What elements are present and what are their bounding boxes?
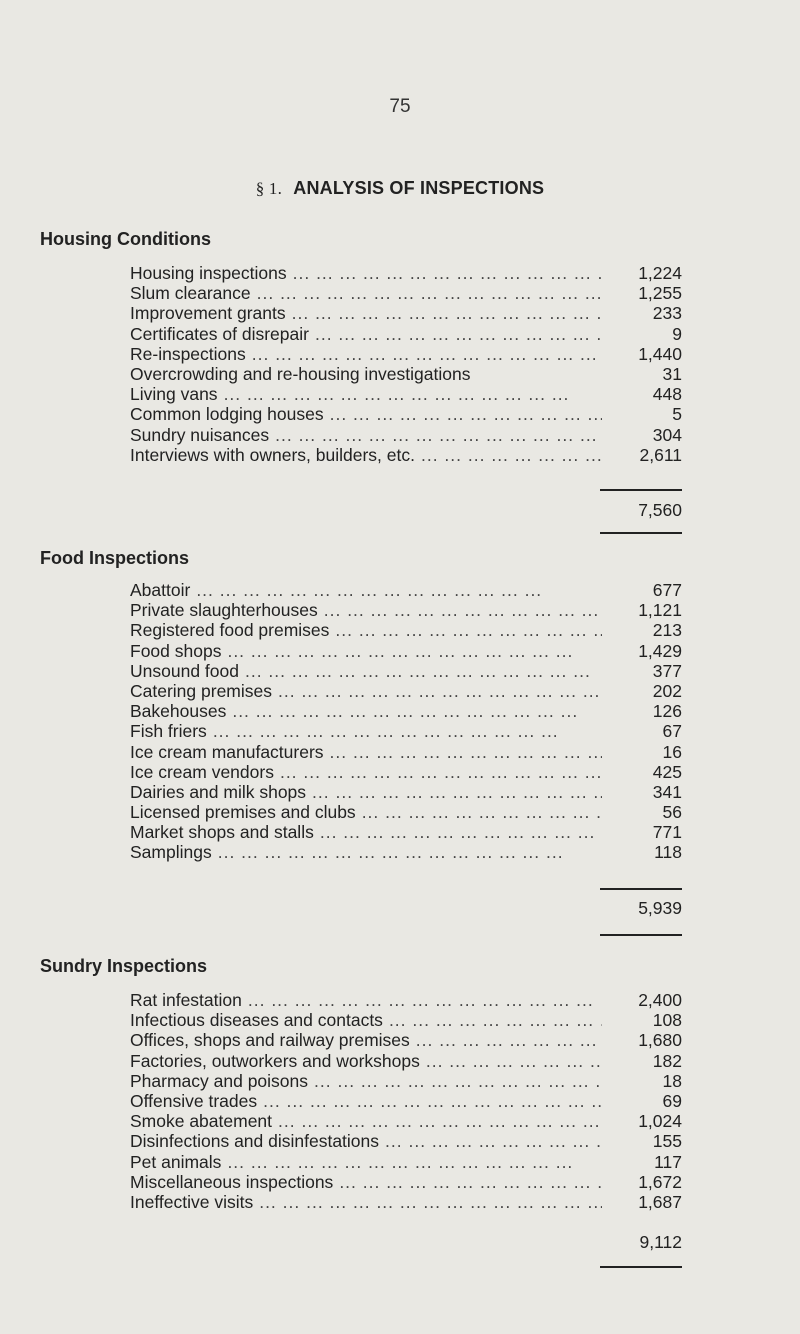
- item-label: Interviews with owners, builders, etc.: [130, 444, 415, 465]
- item-value: 108: [652, 1010, 682, 1031]
- list-item: [130, 425, 682, 445]
- item-value: 9: [672, 323, 682, 344]
- item-label: Bakehouses: [130, 701, 227, 722]
- item-value: 56: [662, 802, 682, 823]
- item-value: 1,687: [638, 1191, 682, 1212]
- section-heading-housing: Housing Conditions: [40, 229, 211, 249]
- section-heading-food: Food Inspections: [40, 548, 190, 568]
- item-value: 448: [652, 384, 682, 405]
- item-label: Ineffective visits: [130, 1191, 254, 1212]
- list-item: [130, 324, 682, 344]
- item-label: Pet animals: [130, 1151, 222, 1172]
- list-item: [130, 822, 682, 842]
- item-value: 182: [652, 1050, 682, 1071]
- section-total-food: 5,939: [638, 898, 682, 918]
- list-item: [130, 303, 682, 323]
- section-symbol: § 1.: [255, 179, 283, 198]
- food-list: [130, 580, 682, 863]
- item-value: 1,680: [638, 1030, 682, 1051]
- total-rule-top: [600, 888, 682, 890]
- item-label: Improvement grants: [130, 303, 286, 324]
- list-item: [130, 782, 682, 802]
- list-item: [130, 1131, 682, 1151]
- total-rule-bottom: [600, 532, 682, 534]
- total-rule-bottom: [600, 934, 682, 936]
- item-label: Unsound food: [130, 660, 239, 681]
- item-value: 1,224: [638, 263, 682, 283]
- item-label: Samplings: [130, 842, 212, 863]
- item-value: 126: [652, 701, 682, 722]
- item-label: Certificates of disrepair: [130, 323, 309, 344]
- item-value: 1,672: [638, 1171, 682, 1192]
- item-value: 771: [652, 822, 682, 843]
- item-label: Slum clearance: [130, 283, 251, 304]
- list-item: [130, 600, 682, 620]
- item-value: 2,400: [638, 990, 682, 1010]
- item-label: Offices, shops and railway premises: [130, 1030, 410, 1051]
- item-label: Rat infestation: [130, 990, 242, 1010]
- item-value: 233: [652, 303, 682, 324]
- item-label: Licensed premises and clubs: [130, 802, 356, 823]
- item-label: Private slaughterhouses: [130, 600, 318, 621]
- list-item: [130, 1051, 682, 1071]
- item-value: 16: [662, 741, 682, 762]
- list-item: [130, 384, 682, 404]
- section-total-housing: 7,560: [638, 500, 682, 520]
- item-value: 5: [672, 404, 682, 425]
- item-value: 118: [654, 842, 682, 863]
- item-label: Catering premises: [130, 680, 272, 701]
- list-item: [130, 701, 682, 721]
- list-item: [130, 1091, 682, 1111]
- item-label: Overcrowding and re-housing investigations: [130, 363, 471, 384]
- item-label: Dairies and milk shops: [130, 781, 307, 802]
- item-value: 1,255: [638, 283, 682, 304]
- item-value: 1,024: [638, 1111, 682, 1132]
- list-item: [130, 842, 682, 862]
- list-item: [130, 1010, 682, 1030]
- item-label: Common lodging houses: [130, 404, 324, 425]
- item-label: Abattoir: [130, 580, 191, 600]
- list-item: [130, 1192, 682, 1212]
- item-value: 425: [652, 761, 682, 782]
- housing-list: [130, 263, 682, 465]
- item-value: 117: [654, 1151, 682, 1172]
- item-label: Ice cream manufacturers: [130, 741, 324, 762]
- item-value: 304: [652, 424, 682, 445]
- item-label: Disinfections and disinfestations: [130, 1131, 380, 1152]
- item-value: 1,121: [638, 600, 682, 621]
- item-label: Infectious diseases and contacts: [130, 1010, 383, 1031]
- item-label: Pharmacy and poisons: [130, 1070, 309, 1091]
- list-item: [130, 263, 682, 283]
- item-label: Miscellaneous inspections: [130, 1171, 334, 1192]
- section-heading-sundry: Sundry Inspections: [40, 956, 208, 976]
- list-item: [130, 990, 682, 1010]
- item-value: 31: [662, 363, 682, 384]
- item-label: Food shops: [130, 640, 222, 661]
- item-value: 2,611: [639, 444, 682, 465]
- list-item: [130, 721, 682, 741]
- total-rule-top: [600, 489, 682, 491]
- item-value: 377: [652, 660, 682, 681]
- list-item: [130, 802, 682, 822]
- item-value: 18: [662, 1070, 682, 1091]
- page-title: [0, 178, 800, 199]
- item-label: Re-inspections: [130, 343, 246, 364]
- list-item: [130, 445, 682, 465]
- list-item: [130, 661, 682, 681]
- list-item: [130, 762, 682, 782]
- list-item: [130, 1152, 682, 1172]
- item-label: Registered food premises: [130, 620, 330, 641]
- list-item: [130, 742, 682, 762]
- list-item: [130, 1071, 682, 1091]
- item-value: 213: [652, 620, 682, 641]
- item-label: Market shops and stalls: [130, 822, 314, 843]
- item-value: 1,429: [638, 640, 682, 661]
- item-label: Living vans: [130, 384, 218, 405]
- list-item: [130, 1111, 682, 1131]
- list-item: [130, 1030, 682, 1050]
- item-label: Fish friers: [130, 721, 207, 742]
- item-value: 341: [652, 781, 682, 802]
- list-item: [130, 344, 682, 364]
- item-label: Ice cream vendors: [130, 761, 274, 782]
- item-label: Housing inspections: [130, 263, 287, 283]
- list-item: [130, 681, 682, 701]
- list-item: [130, 620, 682, 640]
- item-value: 155: [652, 1131, 682, 1152]
- list-item: [130, 1172, 682, 1192]
- item-value: 202: [652, 680, 682, 701]
- list-item: [130, 364, 682, 384]
- list-item: [130, 283, 682, 303]
- item-label: Factories, outworkers and workshops: [130, 1050, 420, 1071]
- item-value: 677: [652, 580, 682, 600]
- sundry-list: [130, 990, 682, 1212]
- item-value: 67: [662, 721, 682, 742]
- item-label: Smoke abatement: [130, 1111, 273, 1132]
- section-total-sundry: 9,112: [639, 1232, 682, 1252]
- list-item: [130, 404, 682, 424]
- item-label: Sundry nuisances: [130, 424, 270, 445]
- total-rule-bottom: [600, 1266, 682, 1268]
- item-value: 1,440: [638, 343, 682, 364]
- item-label: Offensive trades: [130, 1090, 258, 1111]
- title-heading: ANALYSIS OF INSPECTIONS: [293, 178, 545, 198]
- item-value: 69: [662, 1090, 682, 1111]
- list-item: [130, 580, 682, 600]
- page-number: 75: [389, 96, 411, 117]
- list-item: [130, 641, 682, 661]
